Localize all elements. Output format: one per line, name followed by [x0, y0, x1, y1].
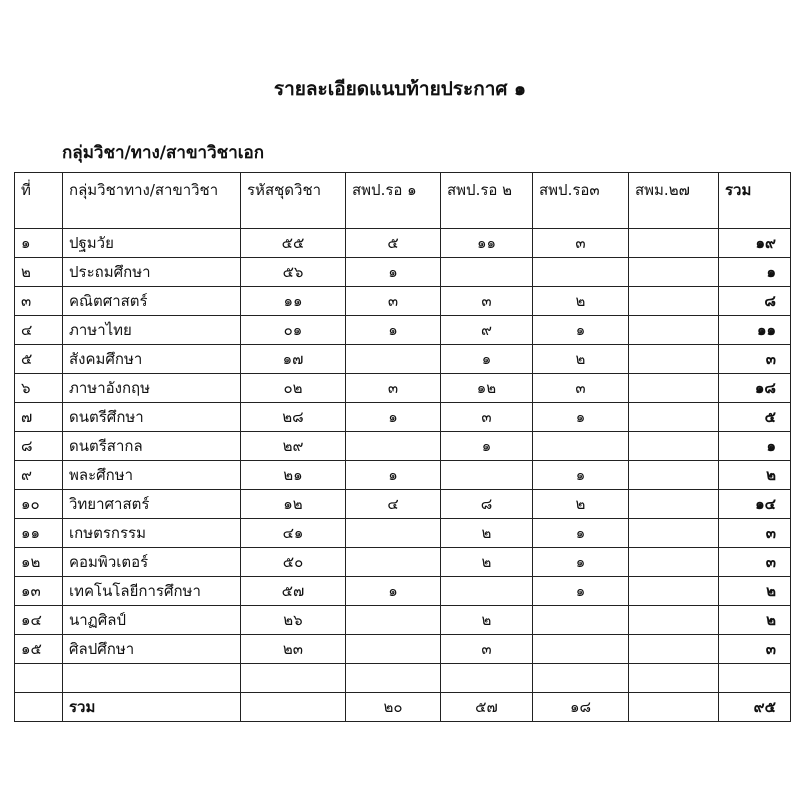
row-no: ๑ [15, 229, 63, 258]
total-row [15, 693, 791, 722]
subject-code: ๑๗ [241, 345, 346, 374]
table-row [15, 490, 791, 519]
subject-code: ๒๑ [241, 461, 346, 490]
secondary-27-count [629, 229, 719, 258]
secondary-27-count [629, 345, 719, 374]
row-no: ๗ [15, 403, 63, 432]
subject-name: ปฐมวัย [63, 229, 241, 258]
row-total: ๑๙ [719, 229, 791, 258]
table-header-row [15, 173, 791, 229]
row-total: ๑ [719, 258, 791, 287]
secondary-27-count [629, 664, 719, 693]
subject-name: เทคโนโลยีการศึกษา [63, 577, 241, 606]
row-total: ๒ [719, 461, 791, 490]
row-no [15, 664, 63, 693]
area-1-count: ๓ [346, 287, 441, 316]
area-3-count [533, 606, 629, 635]
area-3-count: ๑๘ [533, 693, 629, 722]
secondary-27-count [629, 606, 719, 635]
table-row [15, 287, 791, 316]
area-3-count [533, 635, 629, 664]
table-row [15, 432, 791, 461]
area-2-count: ๑๒ [441, 374, 533, 403]
subject-name: ภาษาอังกฤษ [63, 374, 241, 403]
area-1-count [346, 345, 441, 374]
row-no: ๖ [15, 374, 63, 403]
row-no: ๑๑ [15, 519, 63, 548]
row-no: ๕ [15, 345, 63, 374]
area-3-count: ๒ [533, 345, 629, 374]
row-total: ๓ [719, 548, 791, 577]
subject-code [241, 693, 346, 722]
row-total: ๙๕ [719, 693, 791, 722]
area-1-count: ๒๐ [346, 693, 441, 722]
table-row [15, 548, 791, 577]
position-table [14, 172, 791, 722]
area-3-count: ๑ [533, 548, 629, 577]
table-row [15, 577, 791, 606]
subject-name: สังคมศึกษา [63, 345, 241, 374]
area-2-count: ๑ [441, 345, 533, 374]
subject-code: ๕๐ [241, 548, 346, 577]
table-row [15, 229, 791, 258]
area-2-count: ๙ [441, 316, 533, 345]
header-code: รหัสชุดวิชา [241, 173, 346, 229]
subject-name: พละศึกษา [63, 461, 241, 490]
subject-code: ๑๑ [241, 287, 346, 316]
header-no: ที่ [15, 173, 63, 229]
subject-code: ๐๑ [241, 316, 346, 345]
area-3-count: ๒ [533, 490, 629, 519]
subject-name [63, 664, 241, 693]
row-no: ๙ [15, 461, 63, 490]
area-2-count [441, 664, 533, 693]
row-no: ๔ [15, 316, 63, 345]
area-2-count: ๑ [441, 432, 533, 461]
row-total [719, 664, 791, 693]
subject-code: ๒๙ [241, 432, 346, 461]
row-no [15, 693, 63, 722]
area-3-count: ๑ [533, 316, 629, 345]
secondary-27-count [629, 287, 719, 316]
row-no: ๓ [15, 287, 63, 316]
area-3-count: ๓ [533, 229, 629, 258]
area-1-count: ๑ [346, 316, 441, 345]
area-1-count [346, 606, 441, 635]
table-row [15, 461, 791, 490]
area-3-count [533, 258, 629, 287]
subject-code: ๒๘ [241, 403, 346, 432]
subject-code: ๔๑ [241, 519, 346, 548]
secondary-27-count [629, 258, 719, 287]
subject-name: คณิตศาสตร์ [63, 287, 241, 316]
secondary-27-count [629, 316, 719, 345]
area-2-count: ๕๗ [441, 693, 533, 722]
header-total: รวม [719, 173, 791, 229]
header-secondary-27: สพม.๒๗ [629, 173, 719, 229]
subject-code: ๕๖ [241, 258, 346, 287]
area-2-count [441, 258, 533, 287]
section-subtitle: กลุ่มวิชา/ทาง/สาขาวิชาเอก [62, 143, 265, 163]
area-1-count: ๑ [346, 403, 441, 432]
header-area-3: สพป.รอ๓ [533, 173, 629, 229]
subject-name: คอมพิวเตอร์ [63, 548, 241, 577]
row-no: ๑๕ [15, 635, 63, 664]
area-3-count: ๑ [533, 577, 629, 606]
subject-code [241, 664, 346, 693]
subject-name: วิทยาศาสตร์ [63, 490, 241, 519]
secondary-27-count [629, 519, 719, 548]
area-2-count: ๓ [441, 635, 533, 664]
area-3-count: ๑ [533, 461, 629, 490]
area-3-count: ๓ [533, 374, 629, 403]
row-no: ๒ [15, 258, 63, 287]
table-row [15, 374, 791, 403]
area-2-count: ๓ [441, 287, 533, 316]
area-1-count: ๑ [346, 577, 441, 606]
table-row [15, 258, 791, 287]
secondary-27-count [629, 374, 719, 403]
area-2-count: ๘ [441, 490, 533, 519]
row-no: ๑๔ [15, 606, 63, 635]
header-area-2: สพป.รอ ๒ [441, 173, 533, 229]
table-row [15, 316, 791, 345]
subject-code: ๐๒ [241, 374, 346, 403]
secondary-27-count [629, 490, 719, 519]
row-total: ๑๘ [719, 374, 791, 403]
row-no: ๑๒ [15, 548, 63, 577]
area-1-count [346, 664, 441, 693]
area-1-count: ๓ [346, 374, 441, 403]
area-2-count: ๒ [441, 519, 533, 548]
row-total: ๒ [719, 606, 791, 635]
document-title: รายละเอียดแนบท้ายประกาศ ๑ [273, 78, 527, 100]
row-total: ๓ [719, 519, 791, 548]
area-2-count: ๒ [441, 548, 533, 577]
area-2-count [441, 577, 533, 606]
subject-name: ประถมศึกษา [63, 258, 241, 287]
secondary-27-count [629, 577, 719, 606]
secondary-27-count [629, 548, 719, 577]
secondary-27-count [629, 635, 719, 664]
row-no: ๑๓ [15, 577, 63, 606]
area-1-count: ๔ [346, 490, 441, 519]
area-2-count: ๒ [441, 606, 533, 635]
table-row [15, 345, 791, 374]
area-1-count: ๕ [346, 229, 441, 258]
subject-name: เกษตรกรรม [63, 519, 241, 548]
area-1-count [346, 548, 441, 577]
table-row [15, 403, 791, 432]
area-3-count [533, 664, 629, 693]
subject-name: ดนตรีสากล [63, 432, 241, 461]
area-1-count: ๑ [346, 461, 441, 490]
subject-code: ๕๕ [241, 229, 346, 258]
area-1-count [346, 519, 441, 548]
row-total: ๘ [719, 287, 791, 316]
area-3-count: ๑ [533, 519, 629, 548]
header-subject: กลุ่มวิชาทาง/สาขาวิชา [63, 173, 241, 229]
row-total: ๑๔ [719, 490, 791, 519]
area-2-count: ๑๑ [441, 229, 533, 258]
area-3-count: ๑ [533, 403, 629, 432]
row-no: ๘ [15, 432, 63, 461]
subject-name: ภาษาไทย [63, 316, 241, 345]
row-no: ๑๐ [15, 490, 63, 519]
subject-name: ศิลปศึกษา [63, 635, 241, 664]
secondary-27-count [629, 461, 719, 490]
table-row [15, 664, 791, 693]
header-area-1: สพป.รอ ๑ [346, 173, 441, 229]
area-1-count [346, 635, 441, 664]
table-row [15, 519, 791, 548]
row-total: ๓ [719, 635, 791, 664]
area-1-count: ๑ [346, 258, 441, 287]
subject-name: นาฏศิลป์ [63, 606, 241, 635]
secondary-27-count [629, 432, 719, 461]
secondary-27-count [629, 693, 719, 722]
row-total: ๓ [719, 345, 791, 374]
row-total: ๒ [719, 577, 791, 606]
row-total: ๑๑ [719, 316, 791, 345]
subject-code: ๑๒ [241, 490, 346, 519]
row-total: ๕ [719, 403, 791, 432]
subject-code: ๒๖ [241, 606, 346, 635]
subject-name: รวม [63, 693, 241, 722]
area-2-count: ๓ [441, 403, 533, 432]
subject-name: ดนตรีศึกษา [63, 403, 241, 432]
secondary-27-count [629, 403, 719, 432]
subject-code: ๕๗ [241, 577, 346, 606]
area-2-count [441, 461, 533, 490]
table-row [15, 635, 791, 664]
area-1-count [346, 432, 441, 461]
area-3-count: ๒ [533, 287, 629, 316]
row-total: ๑ [719, 432, 791, 461]
area-3-count [533, 432, 629, 461]
subject-code: ๒๓ [241, 635, 346, 664]
table-row [15, 606, 791, 635]
